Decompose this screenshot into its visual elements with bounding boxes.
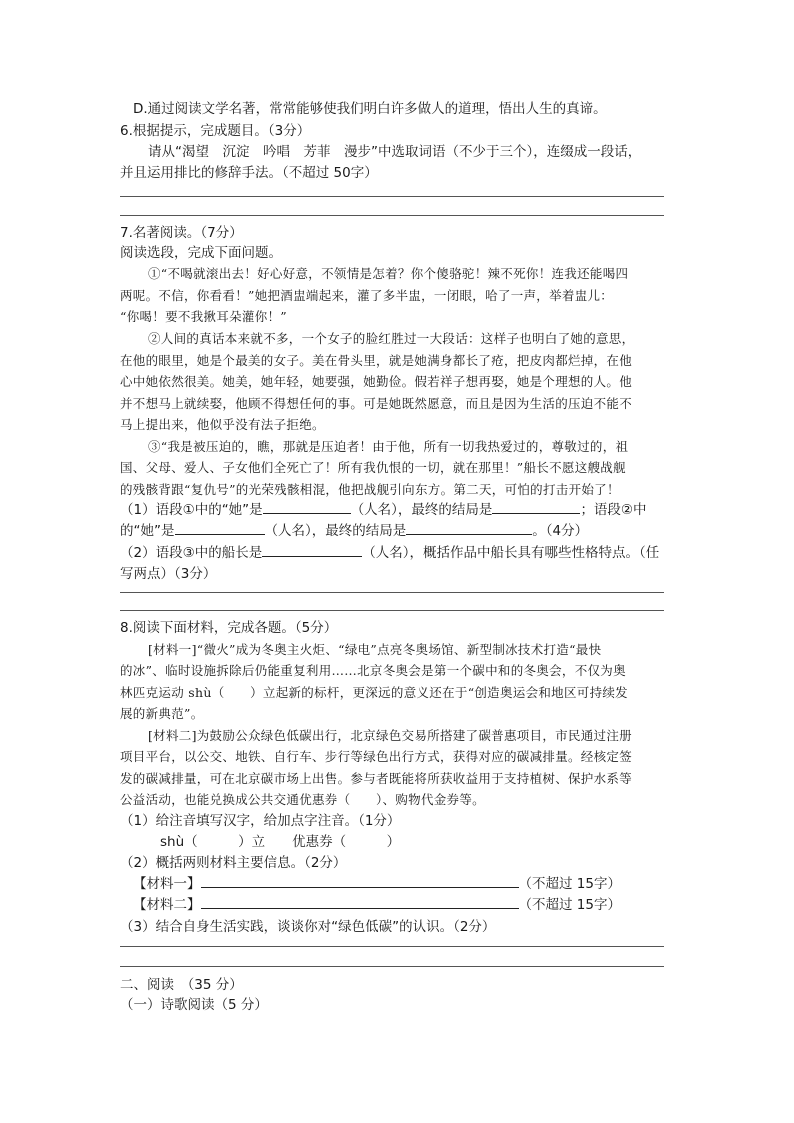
q8-material2-line3: 发的碳减排量，可在北京碳市场上出售。参与者既能将所获收益用于支持植树、保护水系等 — [120, 771, 633, 786]
section2-subtitle: （一）诗歌阅读（5 分） — [120, 997, 268, 1013]
q8-material2-summary-row — [133, 894, 621, 916]
q7-passage2-line5: 马上提出来，他似乎没有法子拒绝。 — [120, 417, 325, 432]
q7-sub1-blank-ending1[interactable] — [492, 499, 580, 514]
q7-passage3-line2: 国、父母、爱人、子女他们全死亡了！所有我仇恨的一切，就在那里！”船长不愿这艘战舰 — [120, 460, 626, 475]
q7-passage3-line3: 的残骸背跟“复仇号”的光荣残骸相混，他把战舰引向东方。第二天，可怕的打击开始了！ — [120, 482, 620, 497]
q8-answer-line-1[interactable] — [120, 946, 664, 947]
q8-material1-line1: [材料一]“微火”成为冬奥主火炬、“绿电”点亮冬奥场馆、新型制冰技术打造“最快 — [148, 642, 602, 657]
q7-passage2-line2: 在他的眼里，她是个最美的女子。美在骨头里，就是她满身都长了疮，把皮肉都烂掉，在他 — [120, 353, 633, 368]
q8-material1-line3: 林匹克运动 shù（ ）立起新的标杆，更深远的意义还在于“创造奥运会和地区可持续发 — [120, 685, 628, 700]
q6-answer-line-1[interactable] — [120, 196, 664, 197]
q8-material2-line2: 项目平台，以公交、地铁、自行车、步行等绿色出行方式，获得对应的碳减排量。经核定签 — [120, 749, 633, 764]
q6-answer-line-2[interactable] — [120, 215, 664, 216]
q7-answer-line-2[interactable] — [120, 610, 664, 611]
q7-sub2-blank-captain[interactable] — [262, 542, 362, 557]
q8-title: 8.阅读下面材料，完成各题。（5分） — [120, 620, 338, 636]
q8-subquestion-1: （1）给注音填写汉字，给加点字注音。（1分） — [120, 813, 401, 829]
q8-material2-limit: （不超过 15字） — [518, 897, 621, 913]
q7-sub1-text-d: 的“她”是 — [120, 523, 175, 539]
q7-passage1-line2: 两呢。不信，你看看！”她把酒盅端起来，灌了多半盅，一闭眼，哈了一声，举着盅儿： — [120, 288, 614, 303]
q8-material2-line4: 公益活动，也能兑换成公共交通优惠券（ ）、购物代金券等。 — [120, 792, 485, 807]
q5-option-d: D.通过阅读文学名著，常常能够使我们明白许多做人的道理，悟出人生的真谛。 — [133, 101, 607, 117]
q8-material1-summary-blank[interactable] — [201, 873, 519, 888]
section2-title: 二、阅读 （35 分） — [120, 977, 243, 993]
q8-material2-label: 【材料二】 — [133, 897, 201, 913]
q7-sub1-blank-name2[interactable] — [175, 520, 265, 535]
q6-title: 6.根据提示，完成题目。（3分） — [120, 123, 311, 139]
q7-passage1-line3: “你喝！要不我揪耳朵灌你！” — [120, 309, 287, 324]
q7-instruction: 阅读选段，完成下面问题。 — [120, 245, 282, 261]
q7-sub1-text-c: ；语段②中 — [580, 502, 647, 518]
q7-answer-line-1[interactable] — [120, 592, 664, 593]
q7-sub1-text-e: （人名），最终的结局是 — [264, 523, 407, 539]
q8-subquestion-2: （2）概括两则材料主要信息。（2分） — [120, 855, 347, 871]
q7-title: 7.名著阅读。（7分） — [120, 225, 243, 241]
q7-sub1-text-b: （人名），最终的结局是 — [350, 502, 493, 518]
q7-passage2-line1: ②人间的真话本来就不多，一个女子的脸红胜过一大段话：这样子也明白了她的意思， — [148, 331, 635, 346]
q7-subquestion-1-line2 — [120, 520, 588, 542]
q7-sub1-blank-ending2[interactable] — [406, 520, 532, 535]
q7-passage3-line1: ③“我是被压迫的，瞧，那就是压迫者！由于他，所有一切我热爱过的，尊敬过的，祖 — [148, 439, 629, 454]
q6-prompt-line1: 请从“渴望 沉淀 吟唱 芳菲 漫步”中选取词语（不少于三个），连缀成一段话， — [148, 144, 642, 160]
q7-sub2-text-b: （人名），概括作品中船长具有哪些性格特点。（任 — [362, 545, 660, 561]
q7-passage2-line4: 并不想马上就续娶，他顾不得想任何的事。可是她既然愿意，而且是因为生活的压迫不能不 — [120, 396, 633, 411]
q6-prompt-line2: 并且运用排比的修辞手法。（不超过 50字） — [120, 165, 378, 181]
q8-subquestion-1-pinyin: shù（ ）立 优惠券（ ） — [160, 834, 401, 850]
q8-material2-line1: [材料二]为鼓励公众绿色低碳出行，北京绿色交易所搭建了碳普惠项目，市民通过注册 — [148, 728, 632, 743]
q7-sub1-text-f: 。（4分） — [532, 523, 589, 539]
q8-material2-summary-blank[interactable] — [201, 894, 519, 909]
q7-subquestion-2-line1 — [120, 542, 659, 564]
q8-material1-summary-row — [133, 873, 621, 895]
q7-passage2-line3: 心中她依然很美。她美，她年轻，她要强，她勤俭。假若祥子想再娶，她是个理想的人。他 — [120, 374, 633, 389]
q8-material1-limit: （不超过 15字） — [518, 876, 621, 892]
q7-subquestion-1-line1 — [120, 499, 647, 521]
q8-material1-label: 【材料一】 — [133, 876, 201, 892]
q7-sub1-blank-name1[interactable] — [263, 499, 351, 514]
q7-sub2-text-a: （2）语段③中的船长是 — [120, 545, 263, 561]
q8-material1-line4: 展的新典范”。 — [120, 706, 204, 721]
q8-material1-line2: 的冰”、临时设施拆除后仍能重复利用……北京冬奥会是第一个碳中和的冬奥会，不仅为奥 — [120, 663, 626, 678]
q7-sub1-text-a: （1）语段①中的“她”是 — [120, 502, 263, 518]
q8-subquestion-3: （3）结合自身生活实践，谈谈你对“绿色低碳”的认识。（2分） — [120, 919, 496, 935]
q7-passage1-line1: ①“不喝就滚出去！好心好意，不领情是怎着？你个傻骆驼！辣不死你！连我还能喝四 — [148, 266, 629, 281]
q7-subquestion-2-line2: 写两点）（3分） — [120, 566, 217, 582]
q8-answer-line-2[interactable] — [120, 966, 664, 967]
